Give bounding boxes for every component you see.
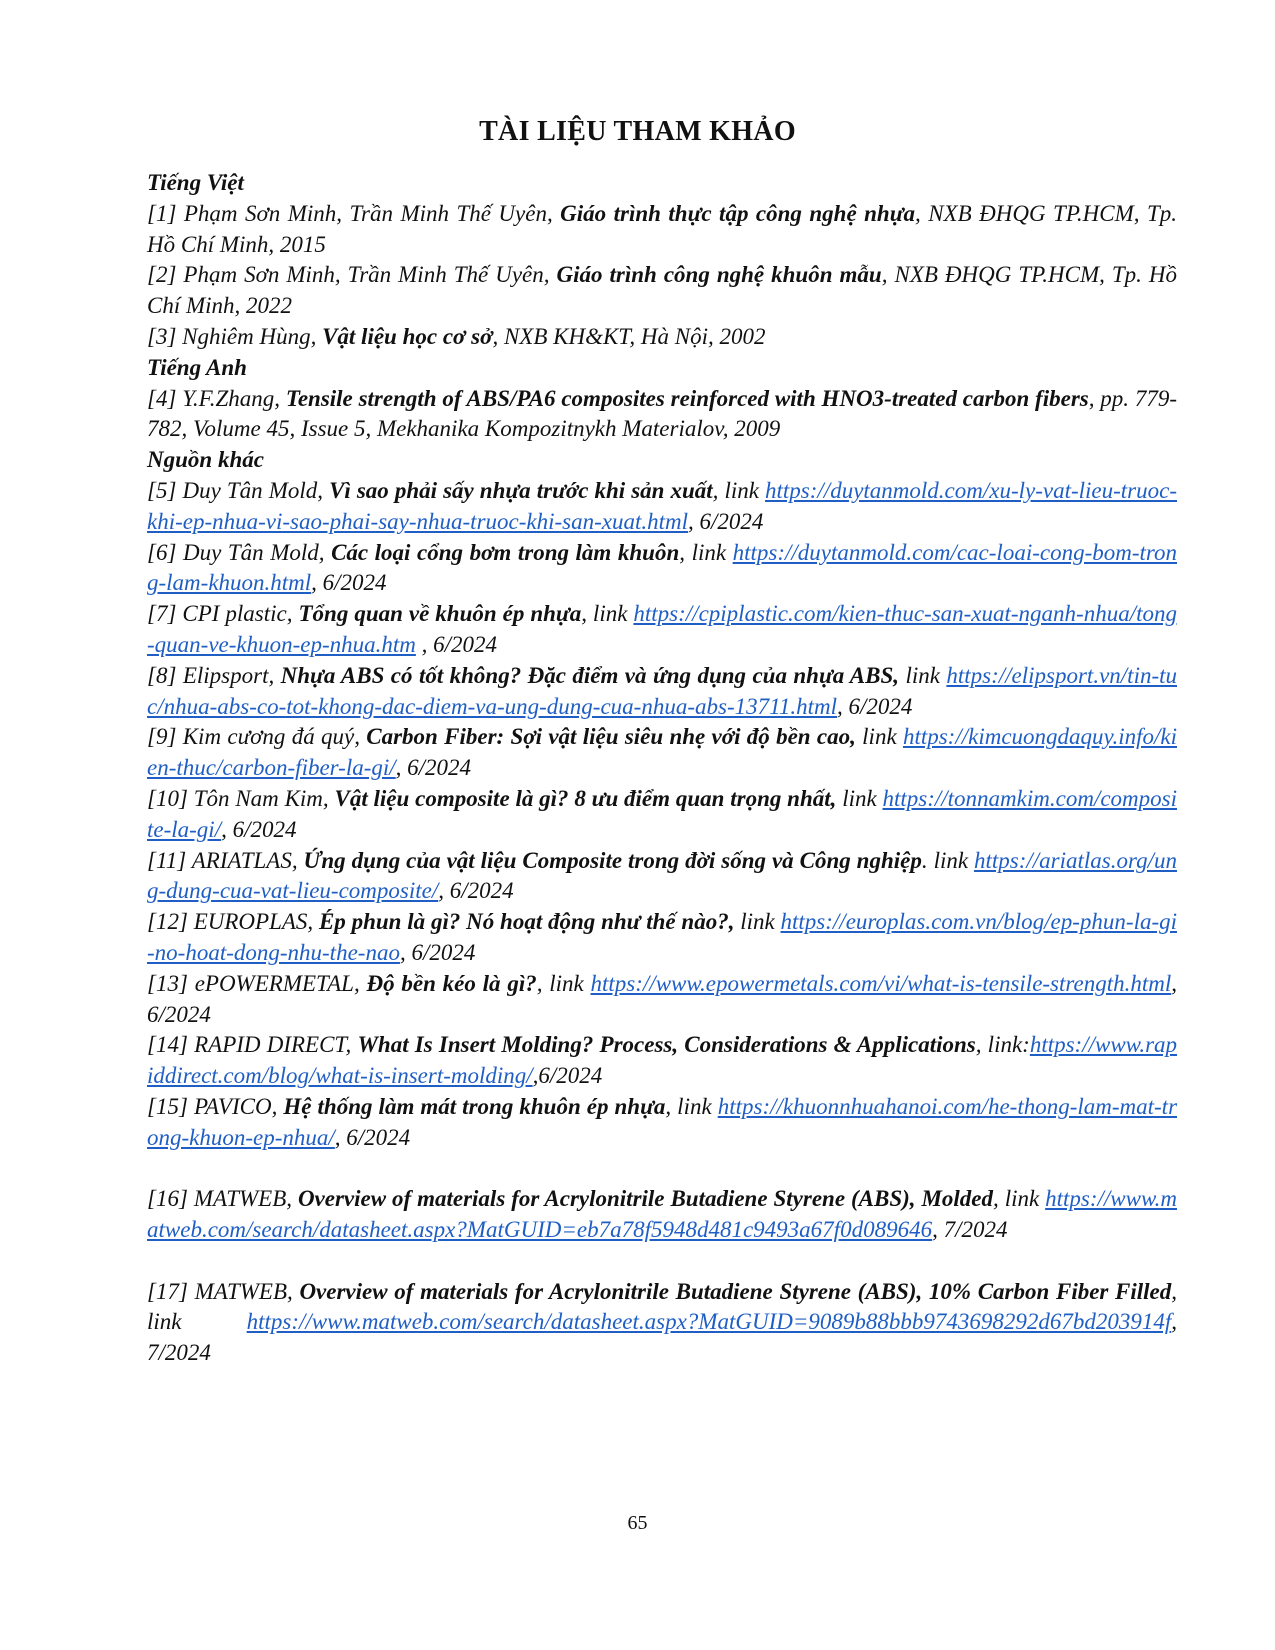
reference-details: , 6/2024 <box>837 693 913 719</box>
reference-details: , 6/2024 <box>399 939 476 965</box>
reference-author: Kim cương đá quý, <box>182 724 360 750</box>
reference-link[interactable]: https://khuonnhuahanoi.com/he-thong-lam-mat-trong-khuon-ep-nhua/ <box>147 1093 1178 1150</box>
reference-author: Tôn Nam Kim, <box>193 785 329 811</box>
reference-number: [10] <box>147 785 188 811</box>
reference-item <box>147 969 1177 1031</box>
reference-item <box>147 384 1177 446</box>
page-number: 65 <box>627 1512 648 1534</box>
reference-details: , NXB ĐHQG TP.HCM, Tp. Hồ Chí Minh, 2022 <box>147 262 1178 319</box>
reference-author: MATWEB, <box>193 1186 292 1212</box>
reference-details: , NXB KH&KT, Hà Nội, 2002 <box>492 323 766 349</box>
reference-author: Phạm Sơn Minh, Trần Minh Thế Uyên, <box>183 262 550 288</box>
reference-link[interactable]: https://tonnamkim.com/composite-la-gi/ <box>147 785 1177 842</box>
reference-number: [5] <box>147 477 177 503</box>
reference-link[interactable]: https://kimcuongdaquy.info/kien-thuc/carbon-fiber-la-gi/ <box>147 724 1177 781</box>
reference-number: [7] <box>147 601 177 627</box>
reference-link-label: , link <box>712 477 766 503</box>
reference-details: , 6/2024 <box>221 816 297 842</box>
reference-author: Elipsport, <box>182 662 275 688</box>
reference-details: , 6/2024 <box>147 970 1177 1027</box>
reference-title: Carbon Fiber: Sợi vật liệu siêu nhẹ với độ bền cao, <box>366 724 856 750</box>
reference-item <box>147 260 1177 322</box>
reference-link-label: link <box>855 724 903 750</box>
reference-author: Duy Tân Mold, <box>182 477 323 503</box>
section-heading-english: Tiếng Anh <box>147 354 247 380</box>
reference-link-label: , link <box>665 1093 718 1119</box>
reference-author: PAVICO, <box>193 1093 278 1119</box>
reference-title: Overview of materials for Acrylonitrile Butadiene Styrene (ABS), Molded <box>297 1186 994 1212</box>
reference-link-label: , link <box>536 970 591 996</box>
reference-link-label: link <box>899 662 947 688</box>
reference-title: What Is Insert Molding? Process, Considerations & Applications <box>357 1032 976 1058</box>
reference-link[interactable]: https://duytanmold.com/cac-loai-cong-bom-trong-lam-khuon.html <box>147 539 1177 596</box>
reference-author: EUROPLAS, <box>193 909 314 935</box>
reference-title: Vật liệu học cơ sở <box>322 323 493 349</box>
reference-number: [13] <box>147 970 188 996</box>
reference-details: ,6/2024 <box>532 1063 603 1089</box>
reference-details: , 7/2024 <box>932 1217 1008 1243</box>
section-heading-other: Nguồn khác <box>147 447 264 473</box>
reference-author: MATWEB, <box>194 1278 293 1304</box>
reference-number: [11] <box>147 847 187 873</box>
reference-link-label: link <box>734 909 781 935</box>
reference-title: Giáo trình thực tập công nghệ nhựa <box>560 200 915 226</box>
reference-author: ARIATLAS, <box>191 847 298 873</box>
reference-link[interactable]: https://cpiplastic.com/kien-thuc-san-xuat-nganh-nhua/tong-quan-ve-khuon-ep-nhua.htm <box>147 601 1177 657</box>
reference-item <box>147 1184 1177 1246</box>
reference-item <box>147 322 1177 353</box>
reference-author: CPI plastic, <box>182 601 293 627</box>
reference-link-label: , link <box>147 1278 1178 1335</box>
reference-number: [14] <box>147 1032 188 1058</box>
reference-number: [3] <box>147 323 177 349</box>
reference-link[interactable]: https://ariatlas.org/ung-dung-cua-vat-lieu-composite/ <box>147 847 1177 904</box>
reference-title: Vật liệu composite là gì? 8 ưu điểm quan trọng nhất, <box>334 785 837 811</box>
reference-item <box>147 1092 1177 1154</box>
reference-link-label: , link <box>581 601 634 627</box>
reference-details: , 6/2024 <box>334 1124 411 1150</box>
reference-number: [16] <box>147 1186 188 1212</box>
reference-title: Tensile strength of ABS/PA6 composites reinforced with HNO3-treated carbon fibers <box>285 385 1089 411</box>
reference-author: ePOWERMETAL, <box>194 970 360 996</box>
reference-item <box>147 784 1177 846</box>
reference-details: , 6/2024 <box>395 755 472 781</box>
reference-item <box>147 1277 1177 1369</box>
reference-item <box>147 1030 1177 1092</box>
reference-link[interactable]: https://www.matweb.com/search/datasheet.aspx?MatGUID=eb7a78f5948d481c9493a67f0d089646 <box>147 1186 1177 1243</box>
reference-item <box>147 661 1177 723</box>
reference-number: [1] <box>147 200 177 226</box>
reference-title: Nhựa ABS có tốt không? Đặc điểm và ứng dụng của nhựa ABS, <box>280 662 900 688</box>
reference-details: , NXB ĐHQG TP.HCM, Tp. Hồ Chí Minh, 2015 <box>147 200 1178 257</box>
reference-item <box>147 846 1177 908</box>
reference-link-label: , link <box>993 1186 1046 1212</box>
reference-number: [6] <box>147 539 177 565</box>
reference-details: , 6/2024 <box>688 508 764 534</box>
reference-author: Nghiêm Hùng, <box>182 323 317 349</box>
reference-link-label: . link <box>921 847 975 873</box>
reference-link-label: , link: <box>975 1032 1030 1058</box>
reference-title: Độ bền kéo là gì? <box>366 970 537 996</box>
reference-number: [2] <box>147 262 177 288</box>
reference-item <box>147 199 1177 261</box>
reference-number: [17] <box>147 1278 188 1304</box>
reference-details: , pp. 779-782, Volume 45, Issue 5, Mekhanika Kompozitnykh Materialov, 2009 <box>147 385 1178 442</box>
page-title: TÀI LIỆU THAM KHẢO <box>479 116 796 147</box>
reference-author: RAPID DIRECT, <box>194 1032 352 1058</box>
reference-link-label: , link <box>679 539 733 565</box>
reference-title: Tổng quan về khuôn ép nhựa <box>298 601 582 627</box>
reference-title: Ứng dụng của vật liệu Composite trong đời sống và Công nghiệp <box>303 847 922 873</box>
reference-number: [15] <box>147 1093 188 1119</box>
reference-number: [4] <box>147 385 177 411</box>
reference-item <box>147 599 1177 661</box>
reference-link[interactable]: https://duytanmold.com/xu-ly-vat-lieu-truoc-khi-ep-nhua-vi-sao-phai-say-nhua-truoc-khi-san-xuat.html <box>147 477 1177 534</box>
reference-link[interactable]: https://europlas.com.vn/blog/ep-phun-la-gi-no-hoat-dong-nhu-the-nao <box>147 909 1178 965</box>
reference-item <box>147 722 1177 784</box>
reference-link[interactable]: https://www.rapiddirect.com/blog/what-is-insert-molding/ <box>147 1032 1178 1089</box>
reference-title: Overview of materials for Acrylonitrile Butadiene Styrene (ABS), 10% Carbon Fiber Filled <box>299 1278 1172 1304</box>
blank-line <box>147 1246 1177 1277</box>
reference-author: Phạm Sơn Minh, Trần Minh Thế Uyên, <box>183 200 553 226</box>
blank-line <box>147 1154 1177 1185</box>
section-heading-vietnamese: Tiếng Việt <box>147 170 244 195</box>
reference-link[interactable]: https://www.epowermetals.com/vi/what-is-tensile-strength.html <box>590 970 1172 996</box>
reference-title: Vì sao phải sấy nhựa trước khi sản xuất <box>329 477 713 503</box>
reference-title: Giáo trình công nghệ khuôn mẫu <box>556 262 882 288</box>
reference-details: , 7/2024 <box>147 1309 1177 1366</box>
reference-details: , 6/2024 <box>438 878 514 904</box>
reference-link[interactable]: https://www.matweb.com/search/datasheet.aspx?MatGUID=9089b88bbb9743698292d67bd203914f <box>246 1309 1172 1335</box>
reference-number: [9] <box>147 724 177 750</box>
reference-title: Hệ thống làm mát trong khuôn ép nhựa <box>283 1093 666 1119</box>
reference-number: [8] <box>147 662 177 688</box>
reference-item <box>147 476 1177 538</box>
reference-item <box>147 907 1177 969</box>
reference-list <box>147 168 1177 1369</box>
reference-item <box>147 538 1177 600</box>
reference-author: Duy Tân Mold, <box>182 539 325 565</box>
reference-title: Ép phun là gì? Nó hoạt động như thế nào?, <box>318 909 735 935</box>
reference-details: , 6/2024 <box>311 570 387 596</box>
reference-link[interactable]: https://elipsport.vn/tin-tuc/nhua-abs-co-tot-khong-dac-diem-va-ung-dung-cua-nhua-abs-13711.html <box>147 662 1178 719</box>
reference-author: Y.F.Zhang, <box>182 385 281 411</box>
reference-details: , 6/2024 <box>415 631 498 657</box>
reference-number: [12] <box>147 909 188 935</box>
reference-title: Các loại cổng bơm trong làm khuôn <box>331 539 680 565</box>
reference-link-label: link <box>836 785 883 811</box>
